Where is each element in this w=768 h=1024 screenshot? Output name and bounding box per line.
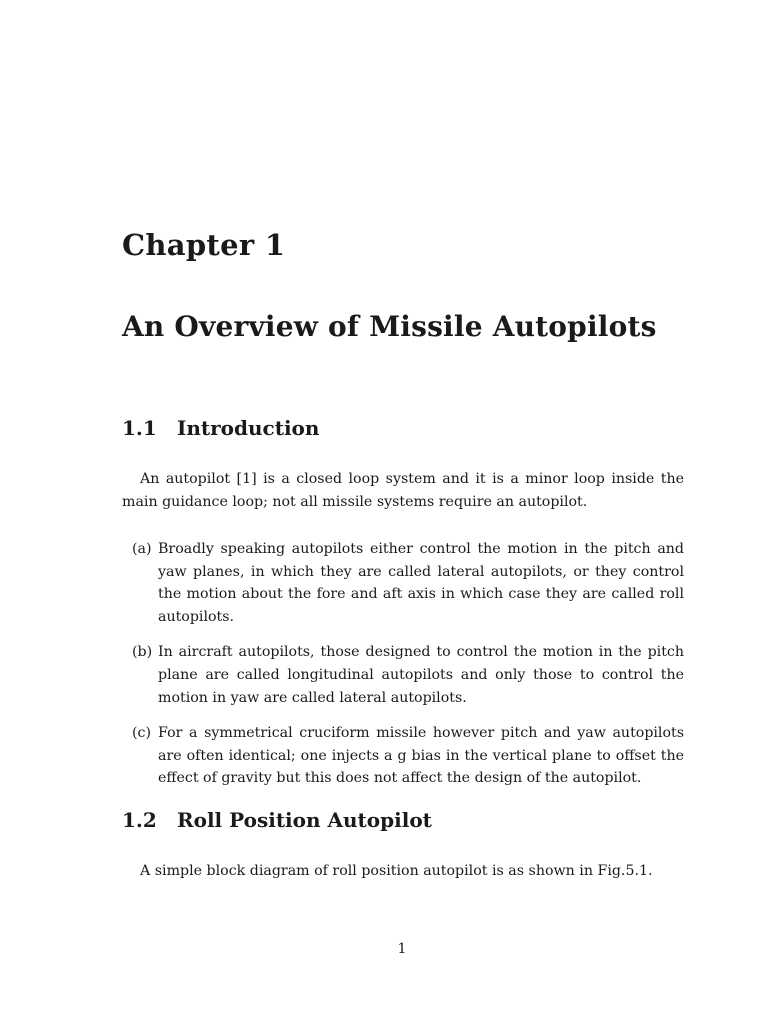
list-marker: (c): [132, 725, 152, 742]
section-number: 1.1: [122, 416, 157, 440]
section-number: 1.2: [122, 808, 157, 832]
list-item-text: In aircraft autopilots, those designed to control the motion in the pitch plane are called longitudinal autopilots and only those to control the motion in yaw are called lateral autopilots.: [158, 644, 684, 706]
intro-paragraph: An autopilot [1] is a closed loop system and it is a minor loop inside the main guidance loop; not all missile systems require an autopilot.: [122, 471, 684, 510]
roll-paragraph: A simple block diagram of roll position autopilot is as shown in Fig.5.1.: [140, 863, 653, 879]
list-item-text: For a symmetrical cruciform missile however pitch and yaw autopilots are often identical; one injects a g bias in the vertical plane to offset the effect of gravity but this does not affect the design of the autopilot.: [158, 725, 684, 787]
section-title: Introduction: [177, 416, 320, 440]
list-marker: (a): [132, 541, 152, 557]
list-item: [122, 641, 684, 709]
list-item-text: Broadly speaking autopilots either control the motion in the pitch and yaw planes, in which they are called lateral autopilots, or they control the motion about the fore and aft axis in which case they are called roll autopilots.: [158, 541, 684, 625]
chapter-label: Chapter 1: [122, 228, 286, 262]
autopilot-list: [122, 538, 684, 803]
chapter-title: An Overview of Missile Autopilots: [122, 310, 657, 343]
list-item: [122, 722, 684, 790]
section-title: Roll Position Autopilot: [177, 808, 432, 832]
list-item: [122, 538, 684, 628]
list-marker: (b): [132, 644, 153, 661]
page-number: 1: [397, 941, 407, 957]
section-heading-introduction: [122, 416, 319, 440]
section-heading-roll-position: [122, 808, 432, 832]
